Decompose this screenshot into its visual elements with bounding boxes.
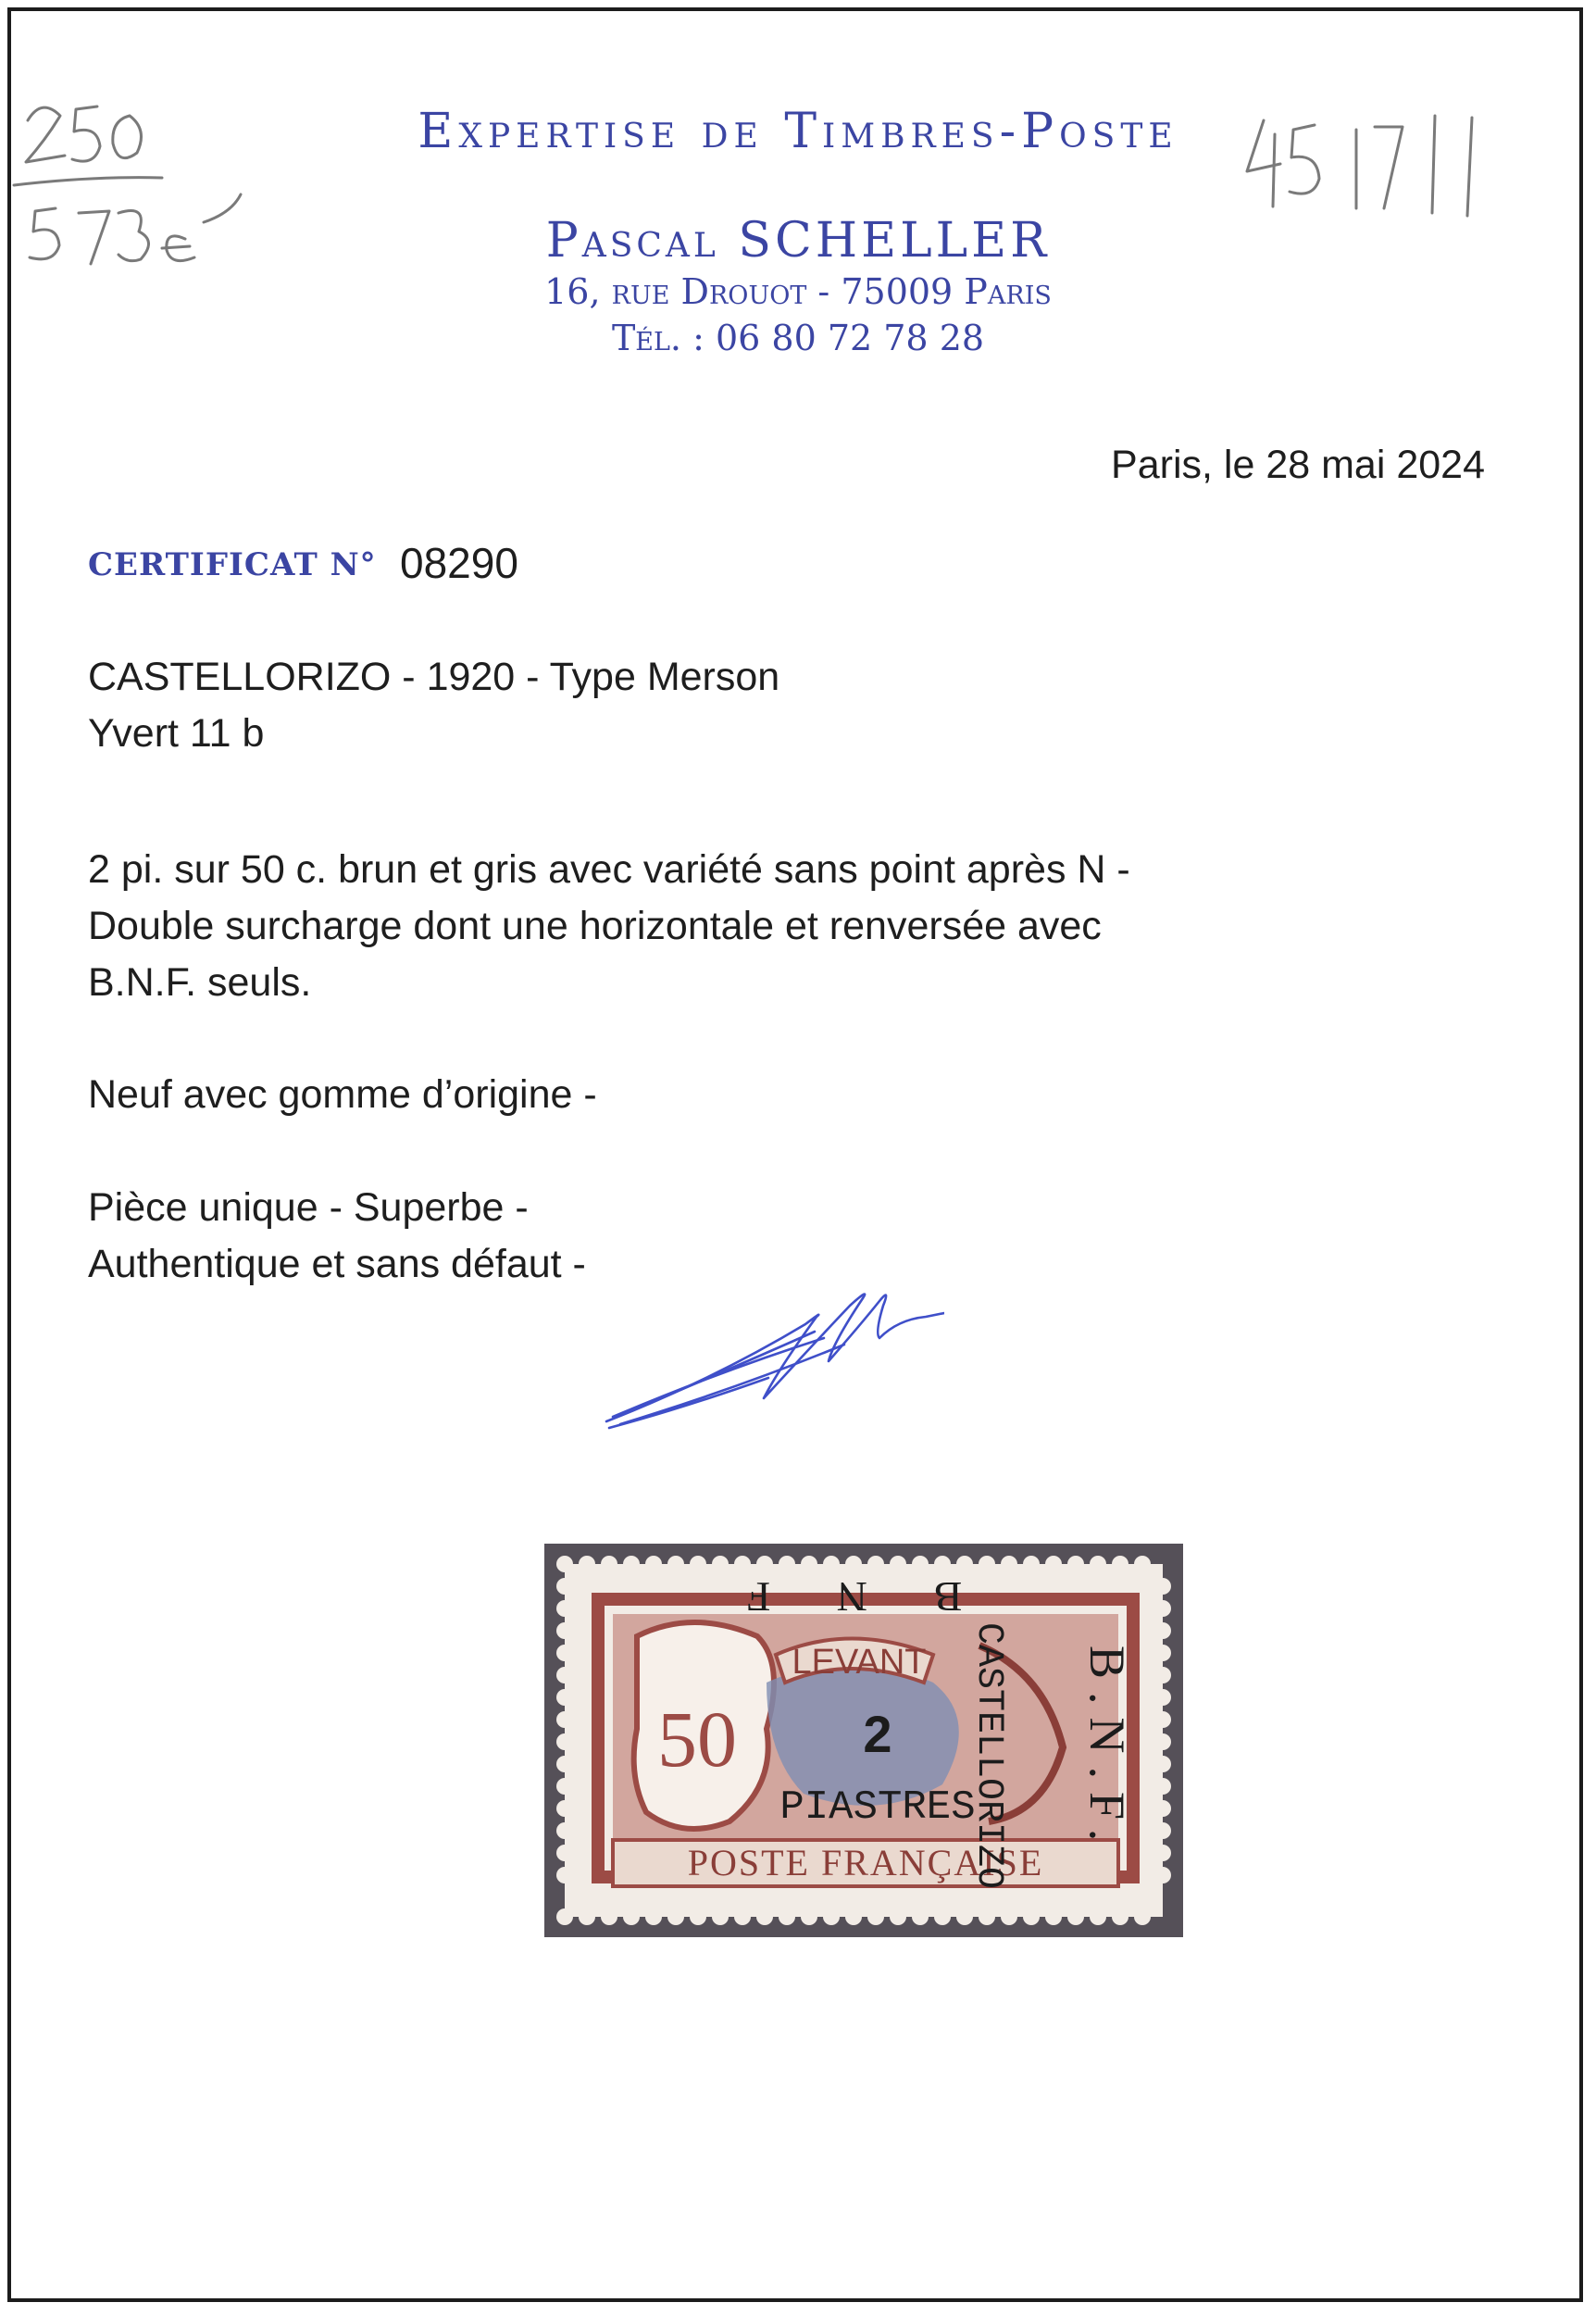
stamp-top-label: LEVANT: [792, 1643, 927, 1682]
expert-address: 16, rue Drouot - 75009 Paris: [544, 271, 1052, 312]
stamp-title: CASTELLORIZO - 1920 - Type Merson: [88, 655, 780, 699]
description-line-3: B.N.F. seuls.: [88, 960, 312, 1005]
overprint-value: 2: [863, 1705, 892, 1763]
header-title: Expertise de Timbres-Poste: [418, 104, 1178, 159]
certificate-date: Paris, le 28 mai 2024: [1111, 443, 1485, 487]
expert-phone: Tél. : 06 80 72 78 28: [611, 318, 985, 358]
description-line-1: 2 pi. sur 50 c. brun et gris avec variété sans point après N -: [88, 847, 1130, 892]
description-line-2: Double surcharge dont une horizontale et renversée avec: [88, 904, 1102, 948]
expert-name: Pascal SCHELLER: [545, 213, 1051, 269]
overprint-vertical: CASTELLORIZO: [967, 1622, 1009, 1890]
stamp-image: [544, 1544, 1183, 1937]
quality-statement: Pièce unique - Superbe -: [88, 1185, 529, 1230]
expert-signature: [602, 1269, 944, 1440]
catalog-reference: Yvert 11 b: [88, 711, 265, 756]
certificate-number: 08290: [400, 539, 518, 587]
stamp-value: 50: [657, 1695, 737, 1783]
overprint-inverted: B N F: [718, 1573, 963, 1620]
stamp-bottom-label: POSTE FRANÇAISE: [687, 1842, 1044, 1883]
overprint-unit: PIASTRES: [779, 1784, 976, 1831]
certificate-label: CERTIFICAT N°: [88, 546, 377, 583]
condition-statement: Neuf avec gomme d’origine -: [88, 1072, 597, 1117]
authenticity-statement: Authentique et sans défaut -: [88, 1242, 586, 1286]
overprint-right: B.N.F.: [1079, 1646, 1135, 1855]
